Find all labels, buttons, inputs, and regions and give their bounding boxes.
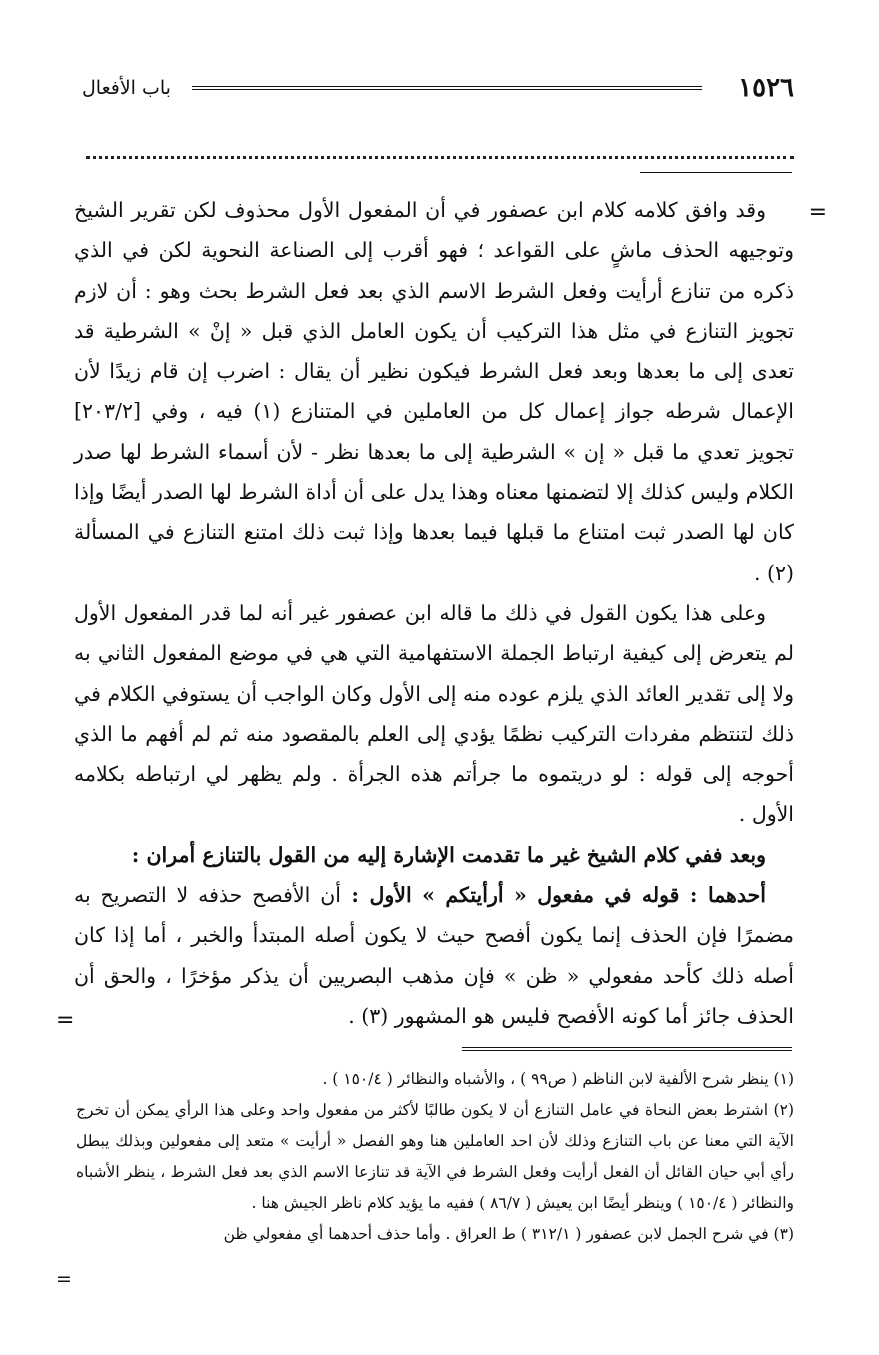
page-number: ١٥٢٦ — [738, 73, 794, 103]
footnote-2: (٢) اشترط بعض النحاة في عامل التنازع أن لا يكون طالبًا لأكثر من مفعول واحد وعلى هذا الرأي يمكن أن تخرج الآية التي معنا عن باب التنازع وذلك لأن احد العاملين هنا وهو الفصل « أرأيت » متعد إلى مفعولين وبذلك يبطل رأي أبي حيان القائل أن الفعل أرأيت وفعل الشرط في الآية قد تنازعا الاسم الذي بعد فعل الشرط ، ينظر الأشباه والنظائر ( ١٥٠/٤ ) وينظر أيضًا ابن يعيش ( ٨٦/٧ ) ففيه ما يؤيد كلام ناظر الجيش هنا . — [76, 1101, 794, 1212]
paragraph-4-lead: أحدهما : قوله في مفعول « أرأيتكم » الأول : — [340, 883, 766, 908]
footnote-1: (١) ينظر شرح الألفية لابن الناظم ( ص٩٩ ) ، والأشباه والنظائر ( ١٥٠/٤ ) . — [322, 1070, 794, 1088]
page-header — [82, 70, 794, 106]
separator-rule — [640, 172, 792, 173]
paragraph-1: وقد وافق كلامه كلام ابن عصفور في أن المفعول الأول محذوف لكن تقرير الشيخ وتوجيهه الحذف ماشٍ على القواعد ؛ فهو أقرب إلى الصناعة النحوية لكن في الذي ذكره من تنازع أرأيت وفعل الشرط الاسم الذي بعد فعل الشرط بحث وهو : أن لازم تجويز التنازع في مثل هذا التركيب أن يكون العامل الذي قبل « إنْ » الشرطية قد تعدى إلى ما بعدها وبعد فعل الشرط فيكون نظير أن يقال : اضرب إن قام زيدًا لأن الإعمال شرطه جواز إعمال كل من العاملين في المتنازع (١) فيه ، وفي [٢٠٣/٢] تجويز تعدي ما قبل « إن » الشرطية إلى ما بعدها نظر - لأن أسماء الشرط لها صدر الكلام وليس كذلك إلا لتضمنها معناه وهذا يدل على أن أداة الشرط لها الصدر أيضًا وإذا كان لها الصدر ثبت امتناع ما قبلها فيما بعدها وإذا ثبت ذلك امتنع التنازع في المسألة (٢) . — [74, 198, 794, 585]
paragraph-3: وبعد ففي كلام الشيخ غير ما تقدمت الإشارة إليه من القول بالتنازع أمران : — [131, 842, 766, 867]
footnote-rule — [462, 1047, 792, 1051]
paragraph-4 — [74, 875, 794, 1036]
dotted-separator — [86, 136, 794, 159]
footnote-3: (٣) في شرح الجمل لابن عصفور ( ٣١٢/١ ) ط العراق . وأما حذف أحدهما أي مفعولي ظن — [223, 1225, 794, 1243]
continuation-mark-top: = — [808, 200, 827, 225]
chapter-title: باب الأفعال — [82, 77, 171, 99]
paragraph-2: وعلى هذا يكون القول في ذلك ما قاله ابن عصفور غير أنه لما قدر المفعول الأول لم يتعرض إلى كيفية ارتباط الجملة الاستفهامية التي هي في موضع المفعول الثاني به ولا إلى تقدير العائد الذي يلزم عوده منه إلى الأول وكان الواجب أن يستوفي الكلام في ذلك لتنتظم مفردات التركيب نظمًا يؤدي إلى العلم بالمقصود منه ثم لم أفهم ما الذي أحوجه إلى قوله : لو دريتموه ما جرأتم هذه الجرأة . ولم يظهر لي ارتباطه بكلامه الأول . — [74, 600, 794, 827]
paragraph-4-text: أن الأفصح حذفه لا التصريح به مضمرًا فإن الحذف إنما يكون أفصح حيث لا يكون أصله المبتدأ والخبر ، أما إذا كان أصله ذلك كأحد مفعولي « ظن » فإن مذهب البصريين أن يذكر مؤخرًا ، والحق أن الحذف جائز أما كونه الأفصح فليس هو المشهور (٣) . — [74, 883, 794, 1028]
main-text — [74, 190, 794, 1036]
footnotes — [76, 1064, 794, 1250]
continuation-mark-bottom: = — [56, 1008, 75, 1033]
header-rule — [192, 86, 702, 90]
continuation-mark-footnote: = — [56, 1268, 72, 1290]
